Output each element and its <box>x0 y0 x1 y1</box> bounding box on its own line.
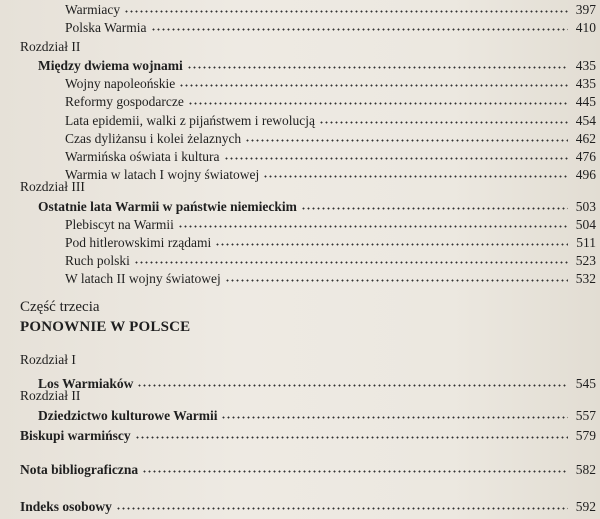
toc-entry <box>0 251 600 271</box>
toc-leader-dots <box>225 279 568 282</box>
toc-label: Polska Warmia <box>65 20 147 35</box>
toc-page-number: 557 <box>575 408 596 423</box>
toc-label: W latach II wojny światowej <box>65 271 221 286</box>
toc-label: Pod hitlerowskimi rządami <box>65 235 212 250</box>
toc-leader-dots <box>179 84 567 87</box>
toc-entry <box>0 92 600 112</box>
toc-entry <box>0 56 600 76</box>
toc-page-number: 545 <box>575 376 596 391</box>
toc-entry <box>0 197 600 217</box>
toc-page-number: 445 <box>575 94 596 109</box>
toc-label: Warmiacy <box>65 2 121 17</box>
toc-entry <box>0 426 600 446</box>
toc-entry <box>0 215 600 235</box>
toc-entry <box>0 0 600 20</box>
toc-label: Los Warmiaków <box>38 376 134 391</box>
toc-leader-dots <box>151 28 568 31</box>
toc-leader-dots <box>301 207 568 210</box>
toc-label: Plebiscyt na Warmii <box>65 217 174 232</box>
toc-entry <box>0 406 600 426</box>
toc-entry <box>0 147 600 167</box>
toc-entry <box>0 350 600 370</box>
toc-label: Między dwiema wojnami <box>38 58 183 73</box>
toc-leader-dots <box>224 157 568 160</box>
toc-leader-dots <box>245 139 568 142</box>
toc-leader-dots <box>134 261 568 264</box>
toc-leader-dots <box>319 121 568 124</box>
toc-page-number: 532 <box>575 271 596 286</box>
toc-page-number: 503 <box>575 199 596 214</box>
toc-label: Dziedzictwo kulturowe Warmii <box>38 408 218 423</box>
toc-page-number: 462 <box>575 131 596 146</box>
toc-page-number: 579 <box>575 428 596 443</box>
toc-label: Biskupi warmińscy <box>20 428 131 443</box>
toc-entry <box>0 129 600 149</box>
toc-entry <box>0 111 600 131</box>
toc-label: Ruch polski <box>65 253 130 268</box>
toc-entry <box>0 177 600 197</box>
toc-leader-dots <box>221 416 567 419</box>
toc-label: Reformy gospodarcze <box>65 94 184 109</box>
toc-label: Czas dyliżansu i kolei żelaznych <box>65 131 242 146</box>
toc-page-number: 454 <box>575 113 596 128</box>
toc-entry <box>0 74 600 94</box>
toc-label: Warmińska oświata i kultura <box>65 149 220 164</box>
toc-leader-dots <box>178 225 568 228</box>
toc-entry <box>0 18 600 38</box>
toc-page-number: 435 <box>575 58 596 73</box>
toc-leader-dots <box>142 470 568 473</box>
toc-label: Nota bibliograficzna <box>20 462 139 477</box>
toc-entry <box>0 233 600 253</box>
toc-page-number: 397 <box>575 2 596 17</box>
toc-label: Rozdział I <box>20 352 76 367</box>
toc-page-number: 523 <box>575 253 596 268</box>
toc-page-number: 435 <box>575 76 596 91</box>
part-heading: Część trzecia <box>20 299 100 315</box>
toc-leader-dots <box>187 66 568 69</box>
toc-page-number: 410 <box>575 20 596 35</box>
toc-page-number: 592 <box>575 499 596 514</box>
toc-entry <box>0 460 600 480</box>
toc-label: Indeks osobowy <box>20 499 112 514</box>
toc-leader-dots <box>215 243 568 246</box>
toc-entry <box>0 497 600 517</box>
toc-page-number: 496 <box>575 167 596 182</box>
toc-entry <box>0 386 600 406</box>
toc-label: Warmia w latach I wojny światowej <box>65 167 260 182</box>
toc-page-number: 476 <box>575 149 596 164</box>
toc-label: Rozdział II <box>20 39 81 54</box>
toc-page-number: 582 <box>575 462 596 477</box>
toc-page-number: 504 <box>575 217 596 232</box>
toc-label: Rozdział II <box>20 388 81 403</box>
toc-label: Wojny napoleońskie <box>65 76 176 91</box>
part-title: PONOWNIE W POLSCE <box>20 319 191 335</box>
toc-leader-dots <box>116 507 568 510</box>
toc-label: Rozdział III <box>20 179 85 194</box>
toc-entry <box>0 37 600 57</box>
toc-leader-dots <box>188 102 568 105</box>
toc-label: Ostatnie lata Warmii w państwie niemieckim <box>38 199 297 214</box>
toc-entry <box>0 269 600 289</box>
toc-label: Lata epidemii, walki z pijaństwem i rewolucją <box>65 113 316 128</box>
toc-page-number: 511 <box>576 235 596 250</box>
toc-leader-dots <box>124 10 568 13</box>
toc-leader-dots <box>135 436 568 439</box>
